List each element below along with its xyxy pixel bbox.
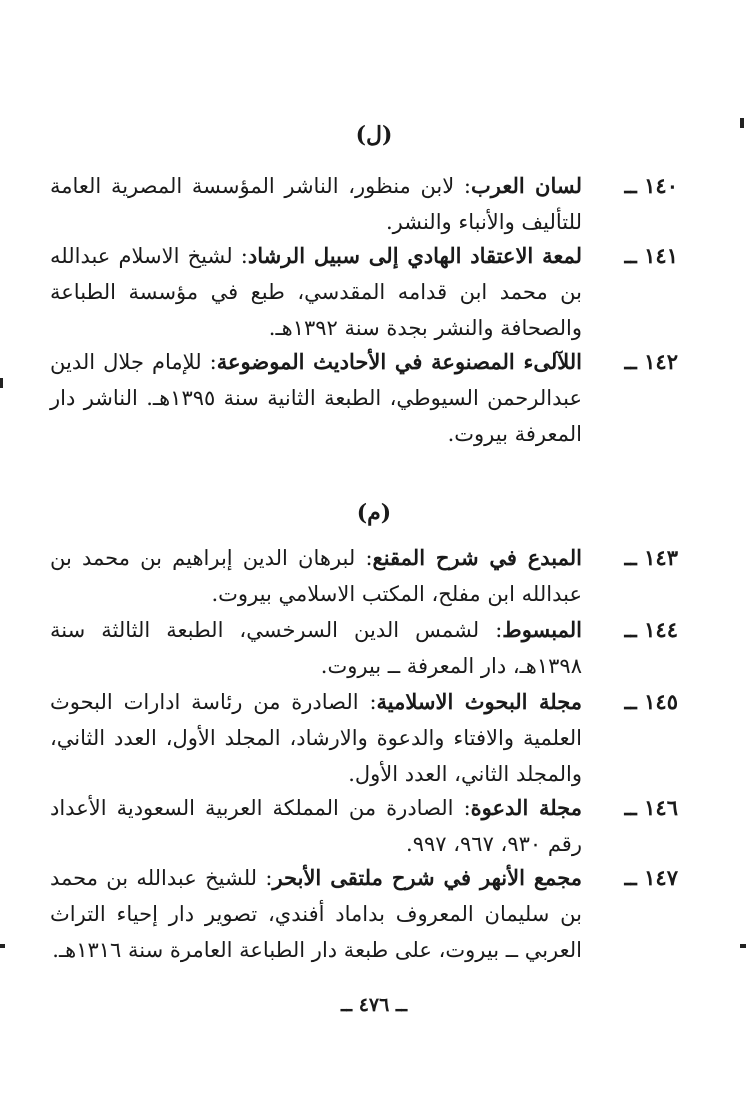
bibliography-entry-141 (50, 238, 678, 346)
entry-body (50, 790, 582, 862)
scan-margin-mark (740, 118, 744, 128)
entry-number: ١٤٧ ــ (624, 865, 678, 890)
entry-body (50, 684, 582, 792)
entry-number: ١٤٤ ــ (624, 617, 678, 642)
bibliography-entry-146 (50, 790, 678, 862)
entry-title: المبدع في شرح المقنع (372, 545, 583, 570)
entry-text: : لشيخ الاسلام عبدالله بن محمد ابن قدامه المقدسي، طبع في مؤسسة الطباعة والصحافة والنشر بجدة سنة ١٣٩٢هـ. (50, 244, 582, 340)
scan-margin-mark (740, 944, 746, 948)
bibliography-entry-140 (50, 168, 678, 240)
page-number: ــ ٤٧٦ ــ (340, 994, 408, 1016)
entry-text: : لبرهان الدين إبراهيم بن محمد بن عبدالله ابن مفلح، المكتب الاسلامي بيروت. (50, 546, 582, 606)
entry-text: : لابن منظور، الناشر المؤسسة المصرية العامة للتأليف والأنباء والنشر. (50, 174, 582, 234)
entry-number: ١٤٣ ــ (624, 545, 678, 570)
entry-title: المبسوط (502, 617, 582, 642)
entry-body (50, 344, 582, 452)
entry-number: ١٤٥ ــ (624, 689, 678, 714)
entry-text: : الصادرة من رئاسة ادارات البحوث العلمية والافتاء والدعوة والارشاد، المجلد الأول، العدد الثاني، والمجلد الثاني، العدد الأول. (50, 690, 582, 786)
scan-margin-mark (0, 378, 3, 388)
bibliography-entry-144 (50, 612, 678, 684)
entry-text: : الصادرة من المملكة العربية السعودية الأعداد رقم ٩٣٠، ٩٦٧، ٩٩٧. (50, 796, 582, 856)
entry-number: ١٤٦ ــ (624, 795, 678, 820)
entry-body (50, 860, 582, 968)
entry-title: اللآلىء المصنوعة في الأحاديث الموضوعة (216, 349, 582, 374)
entry-number: ١٤٠ ــ (624, 173, 678, 198)
entry-text: : للشيخ عبدالله بن محمد بن سليمان المعروف بداماد أفندي، تصوير دار إحياء التراث العربي ــ بيروت، على طبعة دار الطباعة العامرة سنة ١٣١٦هـ. (50, 866, 582, 962)
entry-title: مجلة البحوث الاسلامية (376, 689, 582, 714)
entry-number: ١٤١ ــ (624, 243, 678, 268)
entry-body (50, 540, 582, 612)
section-heading-mim: (م) (356, 500, 392, 526)
entry-body (50, 168, 582, 240)
entry-text: : لشمس الدين السرخسي، الطبعة الثالثة سنة ١٣٩٨هـ، دار المعرفة ــ بيروت. (50, 618, 582, 678)
entry-title: مجلة الدعوة (470, 795, 582, 820)
entry-title: مجمع الأنهر في شرح ملتقى الأبحر (272, 865, 582, 890)
entry-number: ١٤٢ ــ (624, 349, 678, 374)
bibliography-entry-145 (50, 684, 678, 792)
bibliography-entry-147 (50, 860, 678, 968)
entry-text: : للإمام جلال الدين عبدالرحمن السيوطي، الطبعة الثانية سنة ١٣٩٥هـ. الناشر دار المعرفة بيروت. (50, 350, 582, 446)
bibliography-entry-143 (50, 540, 678, 612)
bibliography-entry-142 (50, 344, 678, 452)
section-heading-lam: (ل) (355, 122, 393, 148)
entry-body (50, 238, 582, 346)
entry-title: لسان العرب (471, 173, 582, 198)
scan-margin-mark (0, 944, 5, 948)
entry-body (50, 612, 582, 684)
entry-title: لمعة الاعتقاد الهادي إلى سبيل الرشاد (247, 243, 582, 268)
